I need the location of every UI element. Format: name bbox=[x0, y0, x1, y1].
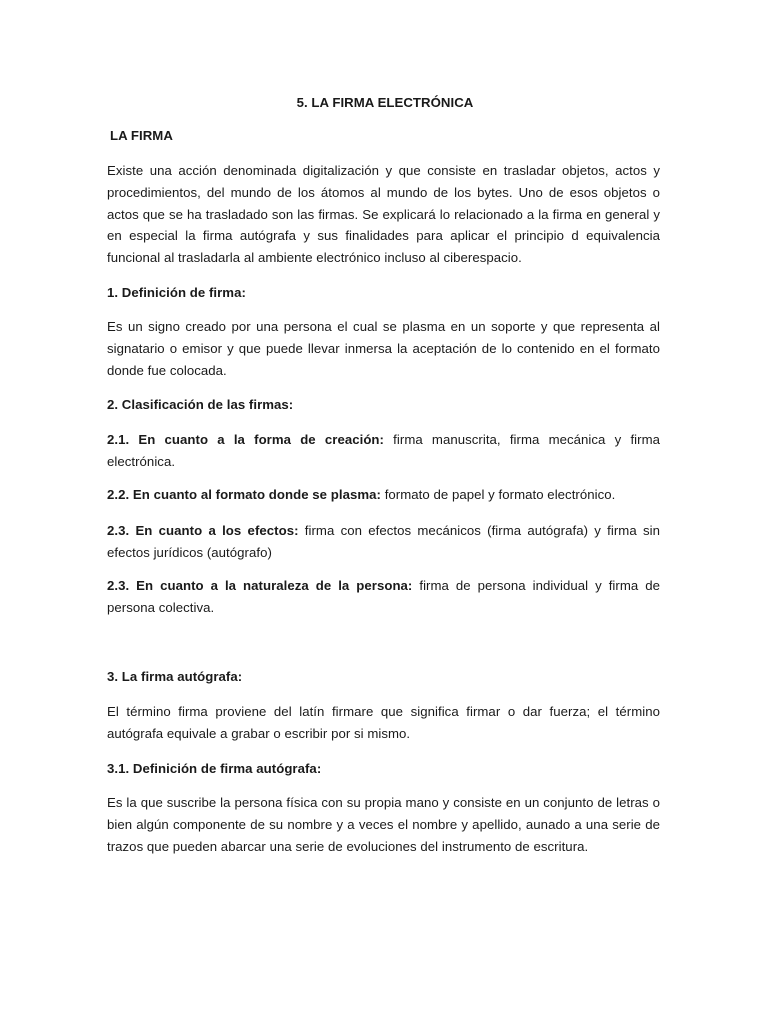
heading-definicion-autografa: 3.1. Definición de firma autógrafa: bbox=[107, 761, 322, 776]
heading-firma-autografa: 3. La firma autógrafa: bbox=[107, 669, 243, 684]
intro-paragraph: Existe una acción denominada digitalización y que consiste en trasladar objetos, actos y procedimientos, del mundo de los átomos al mundo de los bytes. Uno de esos objetos o actos que se ha trasladado son las firmas. Se explicará lo relacionado a la firma en general y en especial la firma autógrafa y sus finalidades para aplicar el principio d equivalencia funcional al trasladarla al ambiente electrónico incluso al ciberespacio. bbox=[107, 163, 660, 266]
label-forma-creacion: 2.1. En cuanto a la forma de creación: bbox=[107, 432, 384, 447]
section-heading-la-firma: LA FIRMA bbox=[110, 128, 173, 143]
label-naturaleza: 2.3. En cuanto a la naturaleza de la persona: bbox=[107, 578, 413, 593]
text-efectos: firma con efectos mecánicos (firma autógrafa) y firma sin efectos jurídicos (autógrafo) bbox=[107, 523, 660, 560]
paragraph-efectos bbox=[107, 520, 660, 564]
paragraph-firma-autografa: El término firma proviene del latín firmare que significa firmar o dar fuerza; el término autógrafa equivale a grabar o escribir por si mismo. bbox=[107, 704, 660, 741]
document-title: 5. LA FIRMA ELECTRÓNICA bbox=[296, 95, 474, 110]
paragraph-definicion-firma: Es un signo creado por una persona el cual se plasma en un soporte y que representa al signatario o emisor y que puede llevar inmersa la aceptación de lo contenido en el formato donde fue colocada. bbox=[107, 319, 660, 378]
heading-definicion-firma: 1. Definición de firma: bbox=[107, 285, 246, 300]
label-efectos: 2.3. En cuanto a los efectos: bbox=[107, 523, 299, 538]
heading-clasificacion: 2. Clasificación de las firmas: bbox=[107, 397, 294, 412]
paragraph-naturaleza bbox=[107, 575, 660, 619]
label-formato: 2.2. En cuanto al formato donde se plasma: bbox=[107, 487, 381, 502]
text-naturaleza: firma de persona individual y firma de persona colectiva. bbox=[107, 578, 661, 615]
paragraph-formato bbox=[107, 484, 660, 506]
text-formato: formato de papel y formato electrónico. bbox=[380, 487, 616, 502]
paragraph-definicion-autografa: Es la que suscribe la persona física con su propia mano y consiste en un conjunto de letras o bien algún componente de su nombre y a veces el nombre y apellido, aunado a una serie de trazos que pueden abarcar una serie de evoluciones del instrumento de escritura. bbox=[107, 795, 660, 854]
paragraph-forma-creacion bbox=[107, 429, 660, 473]
text-forma-creacion: firma manuscrita, firma mecánica y firma electrónica. bbox=[107, 432, 661, 469]
